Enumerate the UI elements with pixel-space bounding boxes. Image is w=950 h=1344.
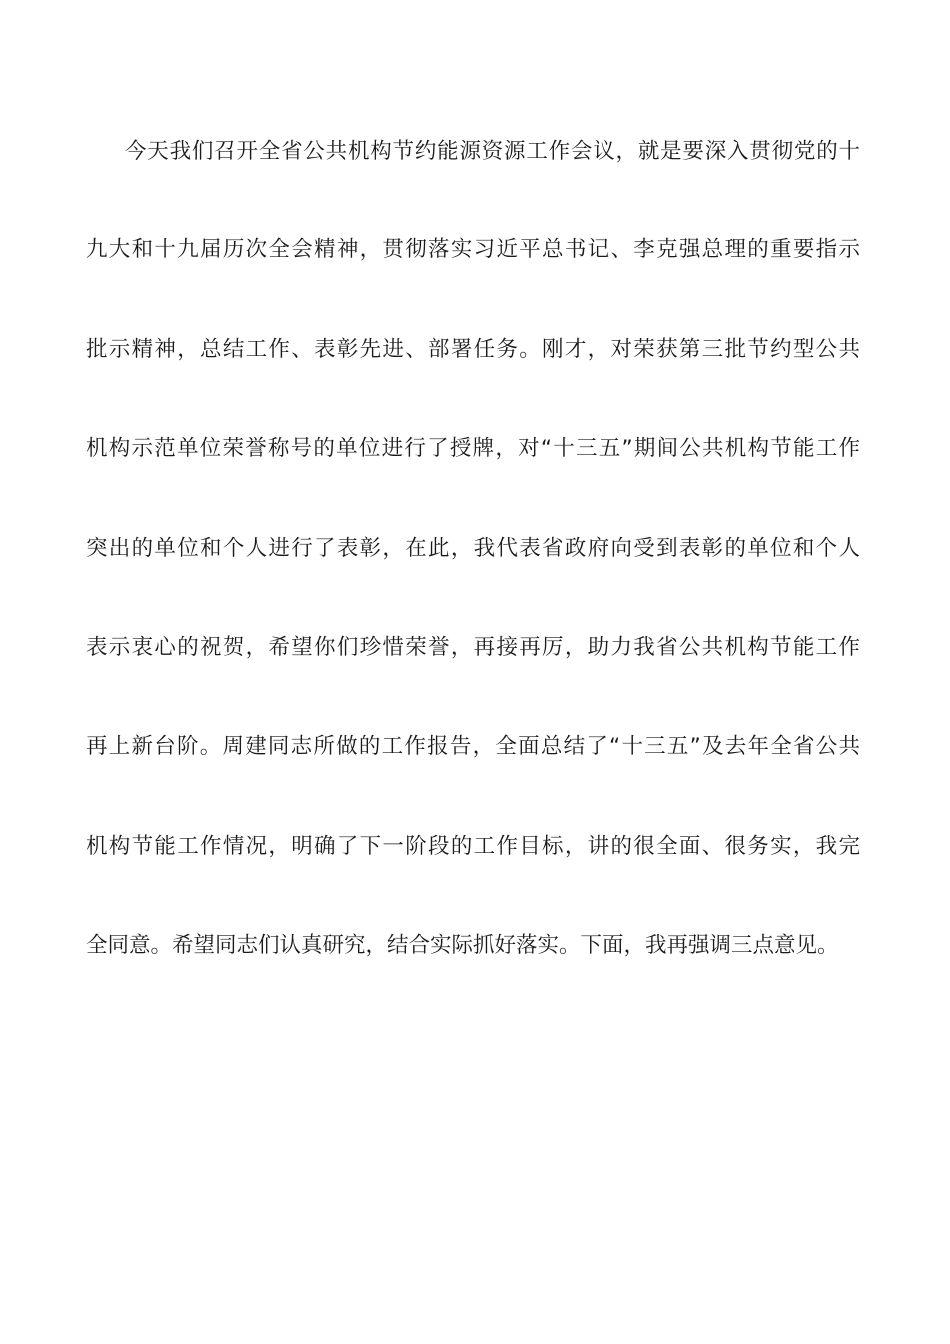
paragraph-line-2: 九大和十九届历次全会精神，贯彻落实习近平总书记、李克强总理的重要指示: [86, 237, 860, 262]
paragraph-line-5: 突出的单位和个人进行了表彰，在此，我代表省政府向受到表彰的单位和个人: [86, 536, 860, 561]
paragraph-line-9: 全同意。希望同志们认真研究，结合实际抓好落实。下面，我再强调三点意见。: [86, 933, 839, 958]
paragraph-line-8: 机构节能工作情况，明确了下一阶段的工作目标，讲的很全面、很务实，我完: [86, 834, 860, 859]
paragraph-line-1: 今天我们召开全省公共机构节约能源资源工作会议，就是要深入贯彻党的十: [125, 139, 860, 164]
paragraph-line-4: 机构示范单位荣誉称号的单位进行了授牌，对“十三五”期间公共机构节能工作: [86, 436, 860, 461]
paragraph-line-7: 再上新台阶。周建同志所做的工作报告，全面总结了“十三五”及去年全省公共: [86, 734, 860, 759]
paragraph-line-3: 批示精神，总结工作、表彰先进、部署任务。刚才，对荣获第三批节约型公共: [86, 337, 860, 362]
paragraph-line-6: 表示衷心的祝贺，希望你们珍惜荣誉，再接再厉，助力我省公共机构节能工作: [86, 635, 860, 660]
